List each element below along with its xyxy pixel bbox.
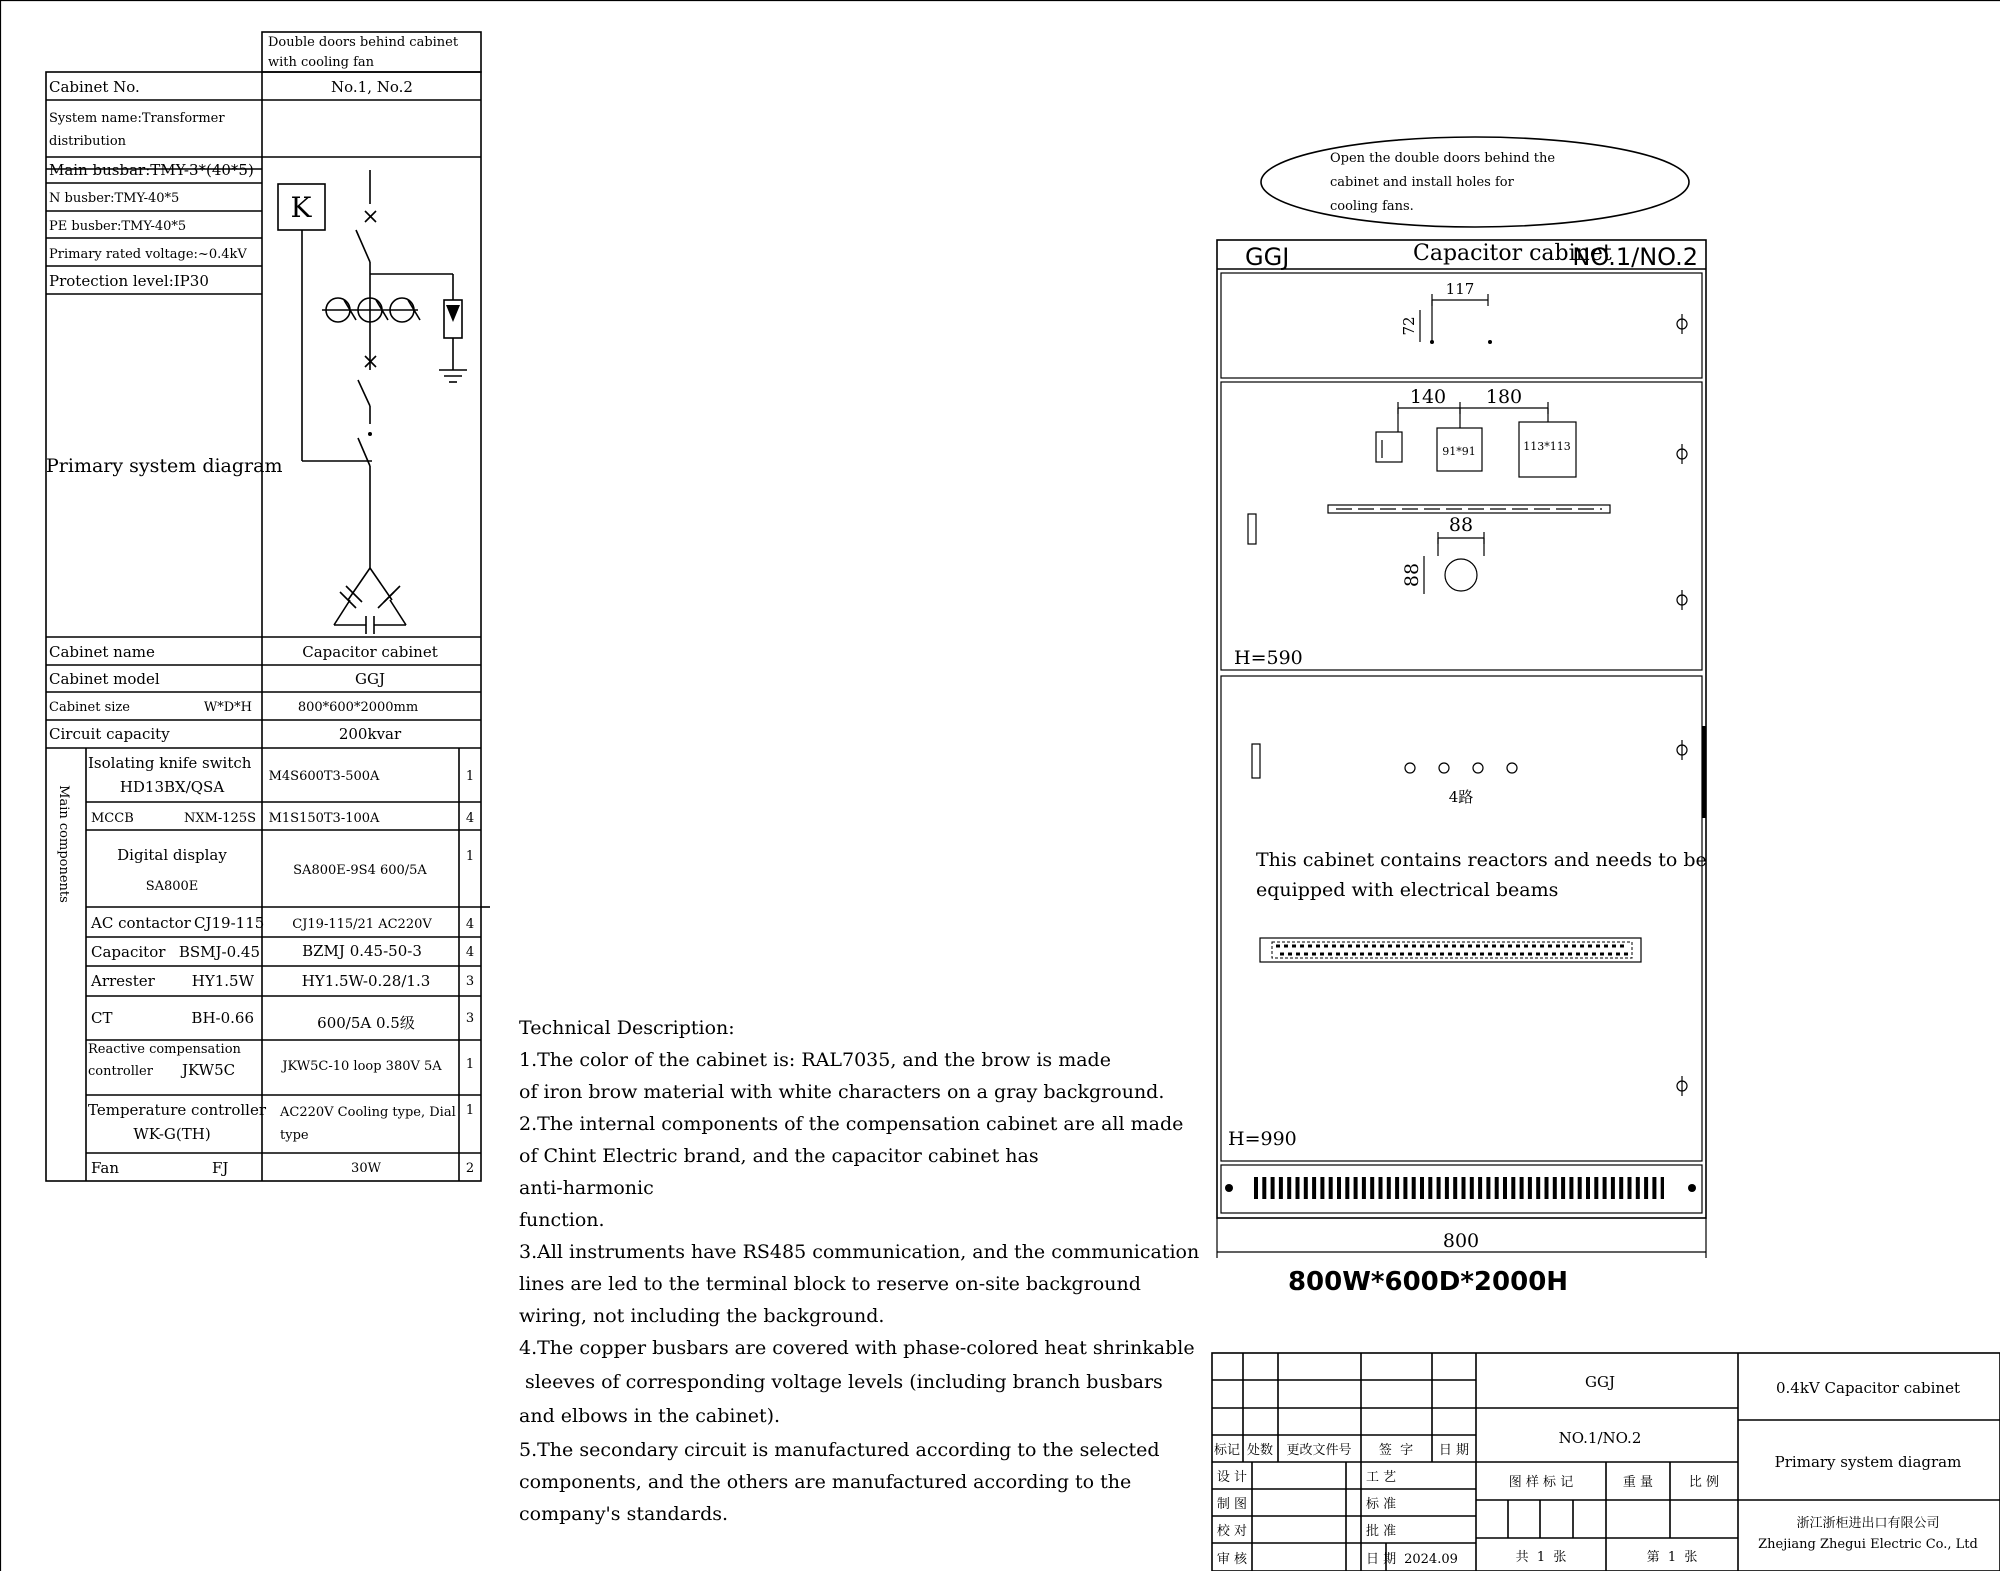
tech-line: of iron brow material with white characters on a gray background. xyxy=(519,1081,1165,1103)
cabinet-size-label: Cabinet size xyxy=(49,700,130,715)
note-line: cabinet and install holes for xyxy=(1330,175,1514,190)
indicator-light xyxy=(1405,763,1415,773)
tech-line: components, and the others are manufactured according to the xyxy=(519,1471,1132,1493)
rev-header: 处数 xyxy=(1246,1443,1274,1458)
title-model: GGJ xyxy=(1585,1373,1615,1391)
cabinet-name-value: Capacitor cabinet xyxy=(302,643,438,661)
tech-line: of Chint Electric brand, and the capacitor cabinet has xyxy=(519,1145,1039,1167)
meter-small-label: 91*91 xyxy=(1442,445,1476,458)
component-name: MCCB xyxy=(91,811,134,826)
sheets-total: 共 1 张 xyxy=(1515,1550,1567,1565)
brow-left: GGJ xyxy=(1245,243,1290,271)
tech-title: Technical Description: xyxy=(519,1017,735,1039)
spec-table xyxy=(46,32,490,1181)
dim-800: 800 xyxy=(1442,1230,1480,1252)
component-qty: 1 xyxy=(465,769,475,784)
component-row xyxy=(117,846,474,894)
component-qty: 3 xyxy=(465,974,475,989)
cabinet-elevation xyxy=(1217,137,1707,1297)
component-spec: BZMJ 0.45-50-3 xyxy=(302,942,422,960)
component-spec: AC220V Cooling type, Dial xyxy=(280,1105,456,1120)
scale-header: 比 例 xyxy=(1688,1475,1720,1490)
mark-header: 图 样 标 记 xyxy=(1508,1475,1574,1490)
drawing-name: Primary system diagram xyxy=(1774,1453,1962,1471)
door-handle-icon xyxy=(1677,1076,1687,1096)
component-spec-2: type xyxy=(280,1128,309,1143)
rev-header: 标记 xyxy=(1213,1443,1241,1458)
rev-header: 更改文件号 xyxy=(1286,1443,1352,1458)
rev-header: 日 期 xyxy=(1438,1443,1470,1458)
role-label: 制 图 xyxy=(1216,1497,1248,1512)
primary-schematic xyxy=(278,170,467,634)
role-label: 校 对 xyxy=(1216,1524,1248,1539)
component-name: Arrester xyxy=(91,972,155,990)
component-model: HY1.5W xyxy=(191,972,254,990)
tech-line: 1.The color of the cabinet is: RAL7035, and the brow is made xyxy=(519,1049,1111,1071)
component-qty: 4 xyxy=(465,945,475,960)
cabinet-no-label: Cabinet No. xyxy=(49,78,140,96)
component-model: NXM-125S xyxy=(183,811,256,826)
component-name: AC contactor xyxy=(91,914,191,932)
lower-height-label: H=990 xyxy=(1228,1128,1297,1150)
header-note-line2: with cooling fan xyxy=(268,55,375,70)
role-label: 批 准 xyxy=(1366,1524,1397,1539)
component-row xyxy=(91,1159,474,1177)
door-handle-icon xyxy=(1677,444,1687,464)
tech-line: lines are led to the terminal block to reserve on-site background xyxy=(519,1273,1141,1295)
component-model: SA800E xyxy=(145,879,199,894)
note-line: cooling fans. xyxy=(1330,199,1414,214)
brow-center: Capacitor cabinet xyxy=(1413,241,1612,266)
indicator-light xyxy=(1507,763,1517,773)
dim-72: 72 xyxy=(1400,316,1418,336)
component-qty: 4 xyxy=(465,917,475,932)
component-model: FJ xyxy=(212,1159,229,1177)
component-name: CT xyxy=(91,1009,113,1027)
role-label: 工 艺 xyxy=(1366,1470,1397,1485)
component-spec: 600/5A 0.5级 xyxy=(317,1014,415,1032)
tech-line: sleeves of corresponding voltage levels (including branch busbars xyxy=(519,1371,1163,1393)
component-row xyxy=(88,1042,474,1079)
drawing-date: 2024.09 xyxy=(1404,1552,1458,1567)
tech-line: 2.The internal components of the compensation cabinet are all made xyxy=(519,1113,1184,1135)
door-handle-icon xyxy=(1677,590,1687,610)
component-qty: 1 xyxy=(465,1103,475,1118)
door-handle-icon xyxy=(1677,740,1687,760)
component-name: Capacitor xyxy=(91,943,166,961)
tech-line: company's standards. xyxy=(519,1503,729,1525)
weight-header: 重 量 xyxy=(1622,1475,1654,1490)
indicator-box xyxy=(1376,432,1402,462)
ct-symbols xyxy=(322,298,420,322)
component-name: Isolating knife switch xyxy=(88,754,252,772)
component-name: Digital display xyxy=(117,846,227,864)
primary-diagram-label: Primary system diagram xyxy=(46,455,283,477)
pe-busbar-label: PE busber:TMY-40*5 xyxy=(49,219,187,234)
brow-right: NO.1/NO.2 xyxy=(1572,243,1698,271)
component-spec: JKW5C-10 loop 380V 5A xyxy=(282,1059,442,1074)
arrester-symbol xyxy=(439,300,467,382)
component-spec: M4S600T3-500A xyxy=(268,769,380,784)
cabinet-model-value: GGJ xyxy=(355,670,385,688)
cabinet-model-label: Cabinet model xyxy=(49,670,160,688)
component-model: BH-0.66 xyxy=(191,1009,254,1027)
tech-line: anti-harmonic xyxy=(519,1177,654,1199)
tech-line: 4.The copper busbars are covered with phase-colored heat shrinkable xyxy=(519,1337,1195,1359)
component-row xyxy=(88,1101,474,1143)
title-number: NO.1/NO.2 xyxy=(1558,1429,1642,1447)
company-name-en: Zhejiang Zhegui Electric Co., Ltd xyxy=(1758,1537,1978,1552)
lower-panel xyxy=(1221,676,1702,1161)
component-qty: 3 xyxy=(465,1011,475,1026)
product-name: 0.4kV Capacitor cabinet xyxy=(1775,1379,1961,1397)
dim-140: 140 xyxy=(1409,386,1447,408)
system-name-label-2: distribution xyxy=(49,134,127,149)
component-qty: 2 xyxy=(465,1161,475,1176)
switch-knob xyxy=(1445,559,1477,591)
component-spec: HY1.5W-0.28/1.3 xyxy=(301,972,431,990)
component-row xyxy=(91,942,474,961)
main-components-label: Main components xyxy=(56,785,71,903)
cabinet-no-value: No.1, No.2 xyxy=(331,78,413,96)
cabinet-size-value: 800*600*2000mm xyxy=(297,700,419,715)
company-name-cn: 浙江浙柜进出口有限公司 xyxy=(1796,1516,1940,1531)
component-row xyxy=(88,754,474,796)
sheet-number: 第 1 张 xyxy=(1646,1550,1698,1565)
lock-mark xyxy=(1248,514,1256,544)
header-note-line1: Double doors behind cabinet xyxy=(268,35,459,50)
indicator-light xyxy=(1473,763,1483,773)
tech-line: and elbows in the cabinet). xyxy=(519,1405,781,1427)
tech-line: 3.All instruments have RS485 communication, and the communication xyxy=(519,1241,1200,1263)
protection-level-label: Protection level:IP30 xyxy=(49,272,209,290)
role-label: 日 期 xyxy=(1366,1552,1397,1567)
role-label: 审 核 xyxy=(1216,1552,1248,1567)
main-busbar-label: Main busbar:TMY-3*(40*5) xyxy=(49,161,254,179)
component-row xyxy=(90,914,474,932)
dim-180: 180 xyxy=(1485,386,1523,408)
component-row xyxy=(91,1009,474,1032)
dim-117: 117 xyxy=(1445,280,1475,298)
meter-large-label: 113*113 xyxy=(1523,440,1571,453)
component-name-2: controller xyxy=(88,1064,153,1079)
component-qty: 1 xyxy=(465,1057,475,1072)
lights-label: 4路 xyxy=(1448,788,1474,806)
component-spec: SA800E-9S4 600/5A xyxy=(293,863,427,878)
component-row xyxy=(90,972,474,990)
system-name-label-1: System name:Transformer xyxy=(49,111,225,126)
size-label: 800W*600D*2000H xyxy=(1287,1267,1569,1297)
component-qty: 1 xyxy=(465,849,475,864)
component-row xyxy=(91,811,474,826)
component-model: CJ19-115 xyxy=(194,914,265,932)
n-busbar-label: N busber:TMY-40*5 xyxy=(49,191,180,206)
component-model: JKW5C xyxy=(182,1061,236,1079)
role-label: 标 准 xyxy=(1366,1497,1397,1512)
circuit-capacity-value: 200kvar xyxy=(338,725,402,743)
note-line: Open the double doors behind the xyxy=(1330,151,1556,166)
terminal-strip xyxy=(1260,938,1641,962)
component-model: HD13BX/QSA xyxy=(119,778,225,796)
tech-line: wiring, not including the background. xyxy=(519,1305,885,1327)
relay-symbol: K xyxy=(290,191,312,224)
component-name: Temperature controller xyxy=(88,1101,267,1119)
rev-header: 签 字 xyxy=(1378,1443,1414,1458)
component-spec: 30W xyxy=(351,1161,381,1176)
role-label: 设 计 xyxy=(1216,1470,1248,1485)
technical-description xyxy=(519,1017,1199,1525)
tech-line: 5.The secondary circuit is manufactured according to the selected xyxy=(519,1439,1160,1461)
title-block xyxy=(1212,1353,2000,1571)
component-spec: M1S150T3-100A xyxy=(268,811,380,826)
mid-height-label: H=590 xyxy=(1234,647,1303,669)
component-model: BSMJ-0.45 xyxy=(178,943,260,961)
rated-voltage-label: Primary rated voltage:~0.4kV xyxy=(49,247,247,262)
dim-88-a: 88 xyxy=(1448,514,1474,536)
component-spec: CJ19-115/21 AC220V xyxy=(292,917,432,932)
reactor-note-line: This cabinet contains reactors and needs to be xyxy=(1256,849,1707,871)
reactor-note-line: equipped with electrical beams xyxy=(1256,879,1559,901)
dim-88-b: 88 xyxy=(1401,562,1423,588)
component-name: Reactive compensation xyxy=(88,1042,241,1057)
cabinet-size-unit: W*D*H xyxy=(203,700,252,715)
capacitor-bank-symbol xyxy=(334,568,406,634)
circuit-capacity-label: Circuit capacity xyxy=(49,725,170,743)
cabinet-name-label: Cabinet name xyxy=(49,643,155,661)
component-qty: 4 xyxy=(465,811,475,826)
component-name: Fan xyxy=(91,1159,119,1177)
door-handle-icon xyxy=(1677,314,1687,334)
lock-mark xyxy=(1252,744,1260,778)
component-model: WK-G(TH) xyxy=(133,1125,211,1143)
tech-line: function. xyxy=(519,1209,605,1231)
indicator-light xyxy=(1439,763,1449,773)
